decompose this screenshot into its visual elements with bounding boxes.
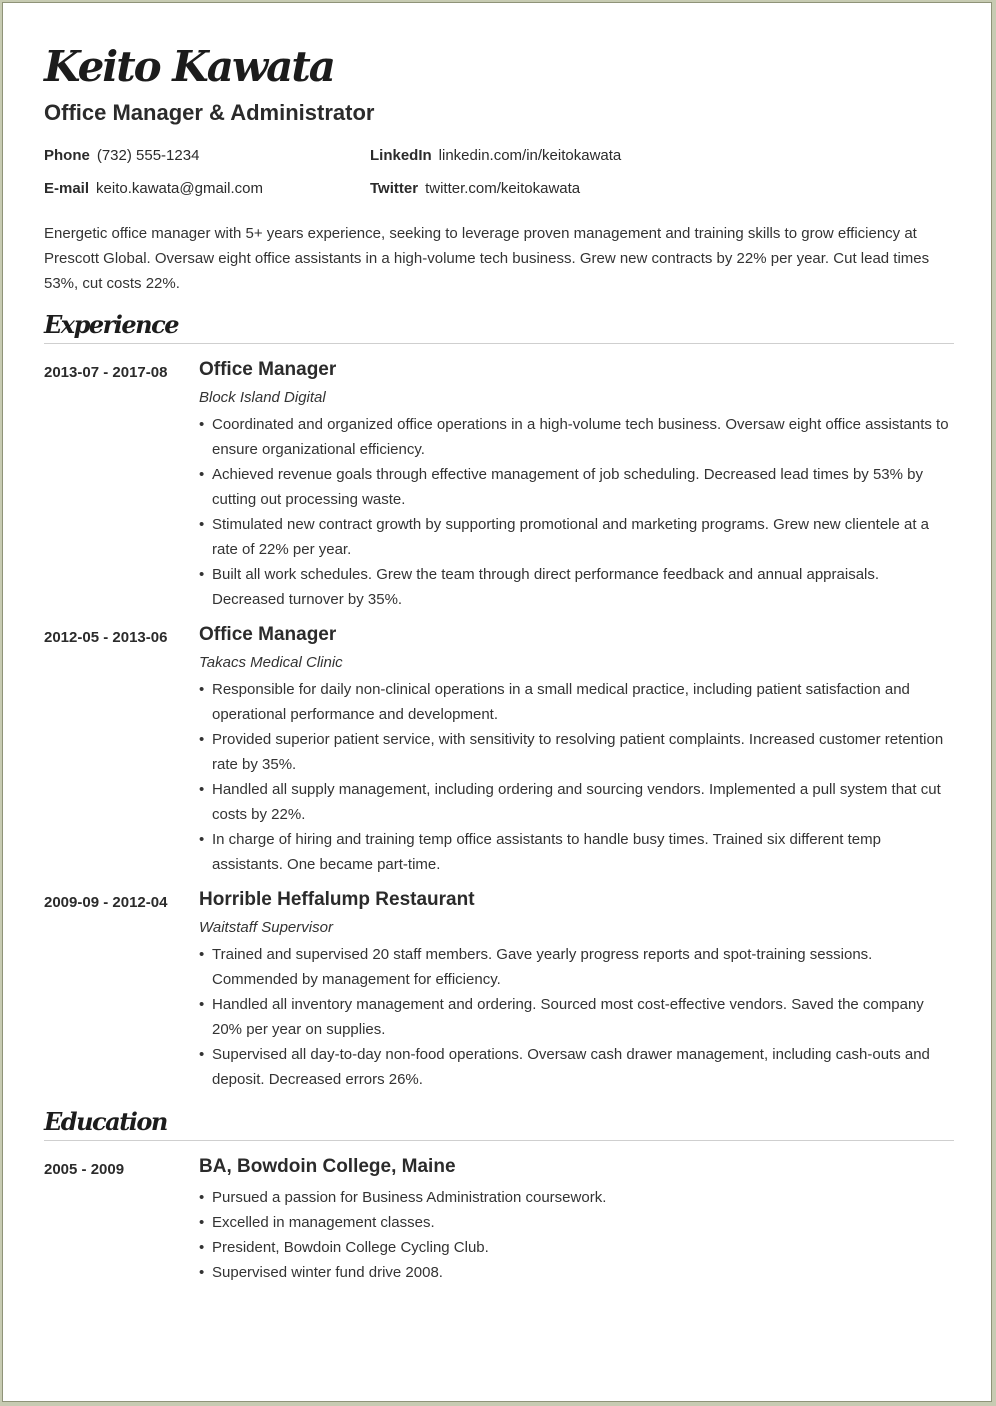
entry-bullets [199,677,954,877]
twitter-label: Twitter [370,180,419,197]
entry-organization: Block Island Digital [199,389,326,406]
twitter-value: twitter.com/keitokawata [425,180,581,197]
entry-dates: 2012-05 - 2013-06 [44,629,168,646]
linkedin-value: linkedin.com/in/keitokawata [438,147,622,164]
candidate-title: Office Manager & Administrator [44,100,375,125]
entry-dates: 2009-09 - 2012-04 [44,894,168,911]
bullet-item: • Supervised winter fund drive 2008. [199,1260,954,1285]
linkedin-label: LinkedIn [370,147,432,164]
entry-dates: 2013-07 - 2017-08 [44,364,168,381]
entry-bullets [199,412,954,612]
bullet-item: • Trained and supervised 20 staff members. Gave yearly progress reports and spot-training sessions. Commended by management for efficiency. [199,942,954,992]
bullet-item: • Achieved revenue goals through effective management of job scheduling. Decreased lead times by 53% by cutting out processing waste. [199,462,954,512]
bullet-item: • President, Bowdoin College Cycling Club. [199,1235,954,1260]
resume-page [2,2,992,1402]
entry-title: Office Manager [199,359,337,380]
phone-value: (732) 555-1234 [96,147,200,164]
bullet-item: • Coordinated and organized office operations in a high-volume tech business. Oversaw eight office assistants to ensure organizational efficiency. [199,412,954,462]
bullet-item: • Responsible for daily non-clinical operations in a small medical practice, including patient satisfaction and operational performance and development. [199,677,954,727]
candidate-name: Keito Kawata [44,42,334,91]
entry-title: Office Manager [199,624,337,645]
bullet-item: • Supervised all day-to-day non-food operations. Oversaw cash drawer management, including cash-outs and deposit. Decreased errors 26%. [199,1042,954,1092]
bullet-item: • Provided superior patient service, with sensitivity to resolving patient complaints. Increased customer retention rate by 35%. [199,727,954,777]
phone-label: Phone [44,147,90,164]
entry-organization: Waitstaff Supervisor [199,919,333,936]
experience-divider [44,343,954,344]
contact-phone [44,147,199,165]
entry-dates: 2005 - 2009 [44,1161,125,1178]
summary-paragraph: Energetic office manager with 5+ years experience, seeking to leverage proven management and training skills to grow efficiency at Prescott Global. Oversaw eight office assistants in a high-volume tech business. Grew new contracts by 22% per year. Cut lead times 53%, cut costs 22%. [44,225,930,292]
contact-twitter [370,180,580,198]
email-label: E-mail [44,180,90,197]
email-value: keito.kawata@gmail.com [96,180,263,197]
entry-bullets [199,1185,954,1285]
experience-heading: Experience [44,310,179,339]
bullet-item: • Handled all supply management, including ordering and sourcing vendors. Implemented a pull system that cut costs by 22%. [199,777,954,827]
bullet-item: • Pursued a passion for Business Administration coursework. [199,1185,954,1210]
bullet-item: • In charge of hiring and training temp office assistants to handle busy times. Trained six different temp assistants. One became part-time. [199,827,954,877]
contact-linkedin [370,147,621,165]
entry-title: BA, Bowdoin College, Maine [199,1156,456,1177]
entry-bullets [199,942,954,1092]
entry-organization: Takacs Medical Clinic [199,654,343,671]
entry-title: Horrible Heffalump Restaurant [199,889,475,910]
bullet-item: • Handled all inventory management and ordering. Sourced most cost-effective vendors. Saved the company 20% per year on supplies. [199,992,954,1042]
education-heading: Education [44,1107,167,1136]
bullet-item: • Excelled in management classes. [199,1210,954,1235]
contact-email [44,180,263,198]
education-divider [44,1140,954,1141]
bullet-item: • Stimulated new contract growth by supporting promotional and marketing programs. Grew new clientele at a rate of 22% per year. [199,512,954,562]
bullet-item: • Built all work schedules. Grew the team through direct performance feedback and annual appraisals. Decreased turnover by 35%. [199,562,954,612]
